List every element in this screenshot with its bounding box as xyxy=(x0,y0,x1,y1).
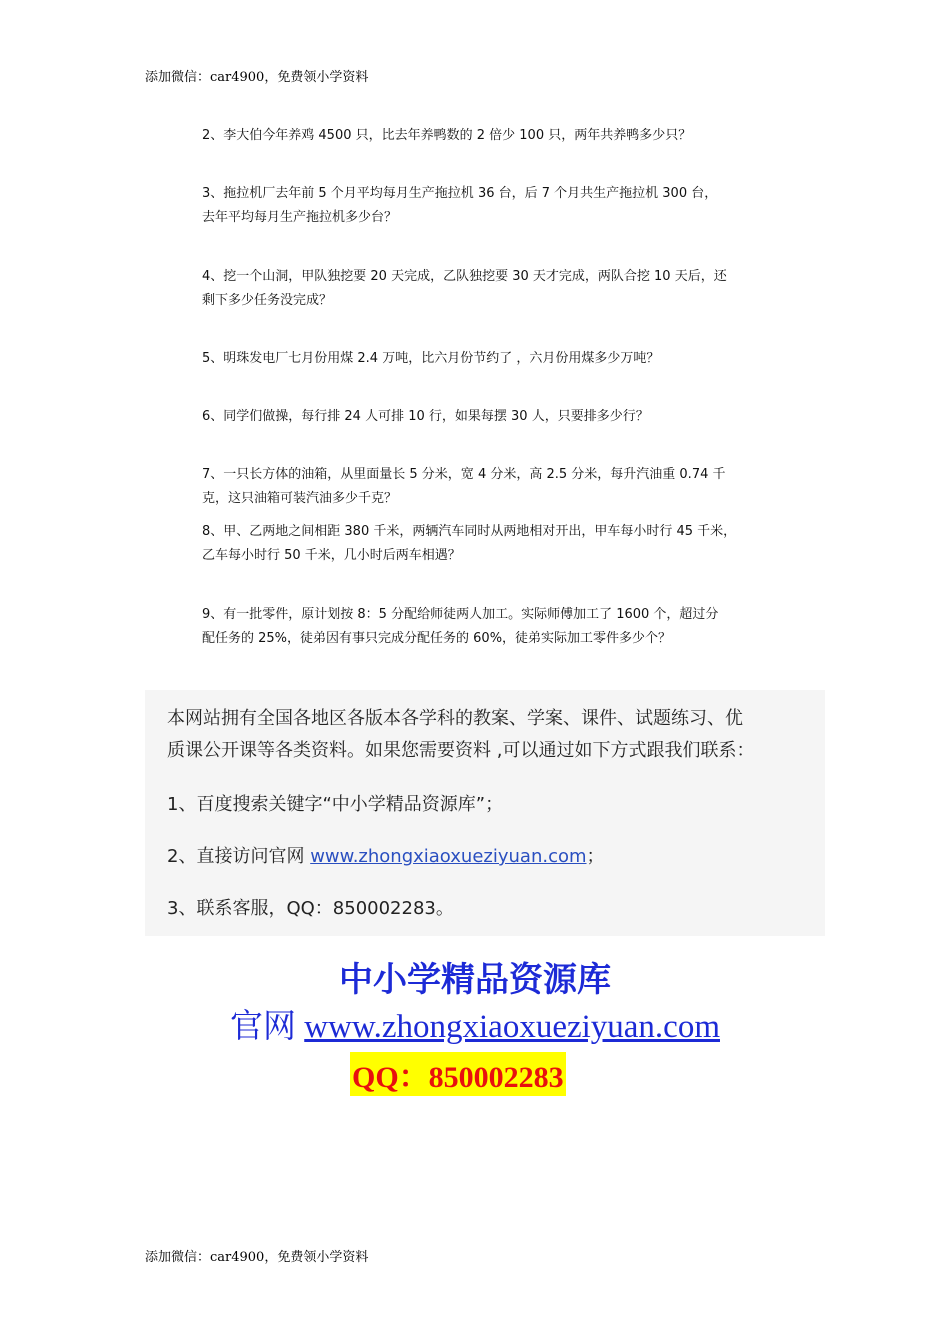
question-6 xyxy=(202,405,762,429)
question-line: 去年平均每月生产拖拉机多少台？ xyxy=(202,210,398,225)
question-line: 8、甲、乙两地之间相距 380 千米，两辆汽车同时从两地相对开出，甲车每小时行 45 千米， xyxy=(202,524,737,539)
question-line: 4、挖一个山洞，甲队独挖要 20 天完成，乙队独挖要 30 天才完成，两队合挖 10 天后，还 xyxy=(202,269,727,284)
brand-website-prefix: 官网 xyxy=(230,1009,305,1045)
footer-note: 添加微信：car4900，免费领小学资料 xyxy=(145,1250,369,1265)
question-8 xyxy=(202,520,762,568)
ad-item-qq: 3、联系客服，QQ：850002283。 xyxy=(167,898,454,919)
question-4 xyxy=(202,265,762,313)
ad-item-search: 1、百度搜索关键字“中小学精品资源库”； xyxy=(167,794,504,815)
question-line: 6、同学们做操，每行排 24 人可排 10 行，如果每摆 30 人，只要排多少行？ xyxy=(202,409,649,424)
question-line: 乙车每小时行 50 千米，几小时后两车相遇？ xyxy=(202,548,461,563)
question-2 xyxy=(202,124,762,148)
brand-title: 中小学精品资源库 xyxy=(339,960,611,1000)
ad-intro-line: 质课公开课等各类资料。如果您需要资料 ,可以通过如下方式跟我们联系： xyxy=(167,740,755,761)
contact-ad-box xyxy=(145,690,825,936)
question-line: 克，这只油箱可装汽油多少千克？ xyxy=(202,491,398,506)
question-line: 9、有一批零件，原计划按 8：5 分配给师徒两人加工。实际师傅加工了 1600 个，超过分 xyxy=(202,607,719,622)
question-line: 剩下多少任务没完成？ xyxy=(202,293,333,308)
brand-website-link[interactable]: www.zhongxiaoxueziyuan.com xyxy=(304,1009,720,1045)
ad-item-website xyxy=(167,842,605,868)
question-line: 2、李大伯今年养鸡 4500 只，比去年养鸭数的 2 倍少 100 只，两年共养鸭多少只？ xyxy=(202,128,692,143)
question-line: 5、明珠发电厂七月份用煤 2.4 万吨，比六月份节约了 ，六月份用煤多少万吨？ xyxy=(202,351,660,366)
ad-item-website-prefix: 2、直接访问官网 xyxy=(167,846,311,867)
ad-item-website-suffix: ； xyxy=(586,846,605,867)
brand-website xyxy=(0,1000,950,1047)
question-9 xyxy=(202,603,762,651)
question-3 xyxy=(202,182,762,230)
ad-intro-line: 本网站拥有全国各地区各版本各学科的教案、学案、课件、试题练习、优 xyxy=(167,708,743,729)
header-note: 添加微信：car4900，免费领小学资料 xyxy=(145,70,369,85)
ad-website-link[interactable]: www.zhongxiaoxueziyuan.com xyxy=(310,846,587,867)
question-7 xyxy=(202,463,762,511)
question-line: 配任务的 25%，徒弟因有事只完成分配任务的 60%，徒弟实际加工零件多少个？ xyxy=(202,631,672,646)
question-line: 7、一只长方体的油箱，从里面量长 5 分米，宽 4 分米，高 2.5 分米，每升汽油重 0.74 千 xyxy=(202,467,726,482)
question-line: 3、拖拉机厂去年前 5 个月平均每月生产拖拉机 36 台，后 7 个月共生产拖拉机 300 台， xyxy=(202,186,718,201)
question-5 xyxy=(202,347,762,371)
brand-qq: QQ：850002283 xyxy=(350,1052,566,1096)
